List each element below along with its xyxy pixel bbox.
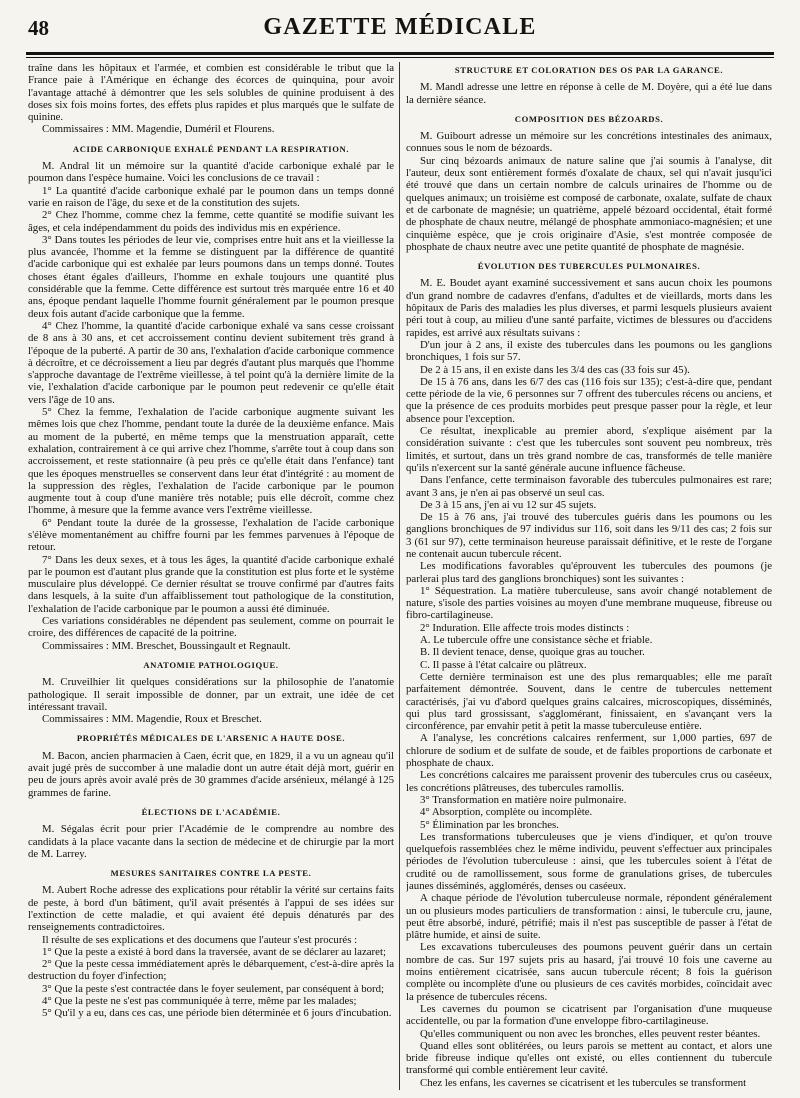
page-number: 48	[28, 16, 49, 40]
paragraph: A. Le tubercule offre une consistance sèche et friable.	[420, 634, 653, 647]
section-heading: PROPRIÉTÉS MÉDICALES DE L'ARSENIC A HAUTE DOSE.	[76, 733, 346, 744]
section-heading: STRUCTURE ET COLORATION DES OS PAR LA GARANCE.	[454, 65, 724, 75]
paragraph: Chez les enfans, les cavernes se cicatrisent et les tubercules se transforment	[420, 1076, 747, 1089]
paragraph: B. Il devient tenace, dense, quoique gras au toucher.	[420, 646, 645, 659]
section-heading: ÉVOLUTION DES TUBERCULES PULMONAIRES.	[477, 261, 701, 272]
paragraph: Les concrétions calcaires me paraissent provenir des tubercules crus ou caséeux, les concrétions plâtreuses, des tubercules ramollis.	[406, 769, 772, 794]
paragraph: Les modifications favorables qu'éprouvent les tubercules des poumons (je parlerai plus tard des ganglions bronchiques) sont les suivantes :	[406, 560, 772, 585]
paragraph: De 2 à 15 ans, il en existe dans les 3/4 des cas (33 fois sur 45).	[420, 363, 690, 376]
paragraph: M. Andral lit un mémoire sur la quantité d'acide carbonique exhalé par le poumon dans l'espèce humaine. Voici les conclusions de ce travail :	[28, 160, 394, 185]
paragraph: 3° Que la peste s'est contractée dans le foyer seulement, par conséquent à bord;	[42, 982, 385, 995]
paragraph: De 15 à 76 ans, j'ai trouvé des tubercules guéris dans les poumons ou les ganglions bronchiques de 97 individus sur 116, soit dans les 9/11 des cas; 2 fois sur 3 (61 sur 97), cette terminaison heureuse paraissait définitive, et le reste de l'organe ne contenait aucun tubercule récent.	[406, 511, 772, 560]
page-header	[26, 10, 774, 50]
paragraph: De 15 à 76 ans, dans les 6/7 des cas (116 fois sur 135); c'est-à-dire que, pendant cette période de la vie, 6 personnes sur 7 offrent des tubercules récens ou anciens, et que la présence de ces produits morbides peut presque passer pour la règle, et leur absence pour l'exception.	[406, 375, 772, 425]
paragraph: traîne dans les hôpitaux et l'armée, et combien est considérable le tribut que la France paie à l'Amérique en échange des écorces de quinquina, pour avoir l'avantage attaché à démontrer que les sels solubles de quinine produisent à des doses six fois moins fortes, des effets plus rapides et plus marqués que le sulfate de quinine.	[28, 62, 394, 124]
paragraph: Les cavernes du poumon se cicatrisent par l'organisation d'une muqueuse accidentelle, ou par la formation d'une enveloppe fibro-cartilagineuse.	[406, 1002, 772, 1028]
section-heading: MESURES SANITAIRES CONTRE LA PESTE.	[110, 868, 312, 879]
paragraph: 2° Induration. Elle affecte trois modes distincts :	[420, 621, 630, 634]
paragraph: 4° Que la peste ne s'est pas communiquée à terre, même par les malades;	[42, 995, 357, 1008]
paragraph: A chaque période de l'évolution tuberculeuse normale, répondent généralement un ou plusieurs modes particuliers de transformation : ainsi, le tubercule cru, jaune, peut être absorbé, induré, pétrifié; mais il n'est pas susceptible de passer à l'état de plâtre humide, et ainsi de suite.	[406, 892, 772, 942]
left-column	[28, 62, 394, 1090]
paragraph: 7° Dans les deux sexes, et à tous les âges, la quantité d'acide carbonique exhalé par le poumon est d'autant plus grande que la constitution est plus forte et le système musculaire plus développé. Ce dernier résultat se trouve confirmé par d'autres faits dans lesquels, à la suite d'un affaiblissement tout pathologique de la constitution, l'exhalation de l'acide carbonique par le poumon a aussi été diminuée.	[28, 553, 394, 615]
paragraph: Commissaires : MM. Magendie, Roux et Breschet.	[42, 713, 262, 726]
paragraph: 5° Élimination par les bronches.	[420, 818, 559, 831]
paragraph: Sur cinq bézoards animaux de nature saline que j'ai soumis à l'analyse, dit l'auteur, deux sont entièrement formés d'oxalate de chaux, sel qui n'avait jusqu'ici été trouvé que dans un certain nombre de calculs urinaires de l'homme ou de quelques animaux; un troisième est composé de carbonate, oxalate, sulfate de chaux et de carbonate de magnésie; un quatrième, appelé bézoard occidental, était formé de phosphate de chaux neutre, mélangé de phosphate ammoniaco-magnésien; et une cinquième espèce, que je crois originaire d'Asie, s'est montrée composée de phosphate de chaux neutre avec une petite quantité de phosphate de magnésie.	[406, 154, 772, 253]
paragraph: Cette dernière terminaison est une des plus remarquables; elle me paraît parfaitement démontrée. Souvent, dans le centre de tubercules nettement caractérisés, j'ai vu d'abord quelques grains calcaires, microscopiques, disséminés, qui plus tard grossissant, s'agglomérant, finissaient, en s'avançant vers la circonférence, par envahir petit à petit la masse tuberculeuse entière.	[406, 670, 772, 733]
paragraph: 5° Chez la femme, l'exhalation de l'acide carbonique augmente suivant les mêmes lois que chez l'homme, pendant toute la durée de la deuxième enfance. Mais au moment de la puberté, en même temps que la menstruation apparaît, cette exhalation, contrairement à ce qui arrive chez l'homme, s'arrête tout à coup dans son accroissement, et reste stationnaire (à peu près ce qu'elle était dans l'enfance) tant que les époques menstruelles se conservent dans leur état d'intégrité : au moment de la suppression des règles, l'exhalation de l'acide carbonique par le poumon augmente tout à coup d'une manière très notable; puis elle décroît, comme chez l'homme, à mesure que la femme avance vers l'extrême vieillesse.	[28, 406, 394, 517]
paragraph: Il résulte de ses explications et des documens que l'auteur s'est procurés :	[42, 933, 358, 946]
paragraph: 4° Absorption, complète ou incomplète.	[420, 806, 593, 819]
paragraph: Qu'elles communiquent ou non avec les bronches, elles peuvent rester béantes.	[420, 1027, 761, 1040]
paragraph: M. Mandl adresse une lettre en réponse à celle de M. Doyère, qui a été lue dans la dernière séance.	[406, 81, 772, 106]
paragraph: 1° Séquestration. La matière tuberculeuse, sans avoir changé notablement de nature, s'isole des parties voisines au moyen d'une membrane muqueuse, fibreuse ou fibro-cartilagineuse.	[406, 584, 772, 622]
paragraph: 2° Chez l'homme, comme chez la femme, cette quantité se modifie suivant les âges, et cela indépendamment du poids des individus mis en expérience.	[28, 209, 394, 234]
paragraph: Quand elles sont oblitérées, ou leurs parois se mettent au contact, et alors une bride fibreuse indique qu'elles ont existé, ou elles contiennent du tubercule transformé qui comble entièrement leur cavité.	[406, 1039, 772, 1077]
paragraph: 1° La quantité d'acide carbonique exhalé par le poumon dans un temps donné varie en raison de l'âge, du sexe et de la constitution des sujets.	[28, 184, 394, 209]
paragraph: M. Ségalas écrit pour prier l'Académie de le comprendre au nombre des candidats à la place vacante dans la section de médecine et de chirurgie par la mort de M. Larrey.	[28, 823, 394, 860]
paragraph: 5° Qu'il y a eu, dans ces cas, une période bien déterminée et 6 jours d'incubation.	[42, 1007, 392, 1020]
header-rule-thick	[26, 52, 774, 55]
section-heading: ANATOMIE PATHOLOGIQUE.	[143, 659, 279, 670]
paragraph: 4° Chez l'homme, la quantité d'acide carbonique exhalé va sans cesse croissant de 8 ans à 30 ans, et cet accroissement continu devient subitement très grand à l'époque de la puberté. A partir de 30 ans, l'exhalation d'acide carbonique commence à décroître, et ce décroissement a lieu par degrés d'autant plus marqués que l'homme s'approche davantage de l'extrême vieillesse, à tel point qu'à la dernière limite de la vie, l'exhalation d'acide carbonique par le poumon peut redevenir ce qu'elle était vers l'âge de 10 ans.	[28, 319, 394, 406]
right-column	[406, 62, 772, 1090]
paragraph: 6° Pendant toute la durée de la grossesse, l'exhalation de l'acide carbonique s'élève momentanément au chiffre fourni par les femmes parvenues à l'époque de retour.	[28, 516, 394, 554]
column-divider	[399, 62, 400, 1090]
header-rule-thin	[26, 57, 774, 58]
paragraph: Commissaires : MM. Magendie, Duméril et Flourens.	[42, 123, 275, 136]
paragraph: M. Cruveilhier lit quelques considérations sur la philosophie de l'anatomie pathologique. Il serait impossible de donner, par un extrait, une idée de cet intéressant travail.	[28, 676, 394, 713]
paragraph: D'un jour à 2 ans, il existe des tubercules dans les poumons ou les ganglions bronchiques, 1 fois sur 57.	[406, 338, 772, 364]
paragraph: 3° Transformation en matière noire pulmonaire.	[420, 793, 627, 806]
paragraph: M. E. Boudet ayant examiné successivement et sans aucun choix les poumons d'un grand nombre de cadavres d'enfans, d'adultes et de vieillards, morts dans les hôpitaux de Paris des maladies les plus diverses, et parmi lesquels plusieurs avaient péri tout à coup, au milieu d'une santé parfaite, victimes de blessures ou d'accidens rapides, est arrivé aux résultats suivans :	[406, 277, 772, 339]
paragraph: Commissaires : MM. Breschet, Boussingault et Regnault.	[42, 639, 291, 652]
paragraph: M. Guibourt adresse un mémoire sur les concrétions intestinales des animaux, connues sous le nom de bézoards.	[406, 130, 772, 155]
paragraph: A l'analyse, les concrétions calcaires renferment, sur 1,000 parties, 697 de chlorure de sodium et de sulfate de soude, et de faibles proportions de carbonate et phosphate de chaux.	[406, 732, 772, 770]
journal-title: GAZETTE MÉDICALE	[263, 14, 537, 40]
paragraph: Dans l'enfance, cette terminaison favorable des tubercules pulmonaires est rare; avant 3 ans, je n'en ai pas observé un seul cas.	[406, 474, 772, 499]
paragraph: C. Il passe à l'état calcaire ou plâtreux.	[420, 658, 587, 671]
section-heading: ÉLECTIONS DE L'ACADÉMIE.	[141, 806, 281, 817]
paragraph: 3° Dans toutes les périodes de leur vie, comprises entre huit ans et la vieillesse la plus avancée, l'homme et la femme se distinguent par la différence de quantité d'acide carbonique qui est exhalée par leurs poumons dans un temps donné. Toutes choses étant égales d'ailleurs, l'homme en exhale toujours une quantité plus considérable que la femme. Cette différence est surtout très marquée entre 16 et 40 ans, époque pendant laquelle l'homme fournit généralement par le poumon presque deux fois autant d'acide carbonique que la femme.	[28, 233, 394, 320]
paragraph: De 3 à 15 ans, j'en ai vu 12 sur 45 sujets.	[420, 498, 597, 511]
paragraph: Les excavations tuberculeuses des poumons peuvent guérir dans un certain nombre de cas. Sur 197 sujets pris au hasard, j'ai trouvé 10 fois une caverne au moins entièrement cicatrisée, sans aucun tubercule récent; 8 fois la guérison complète ou incomplète d'une ou plusieurs de ces cavités morbides, coïncidait avec la présence de tubercules récens.	[406, 941, 772, 1003]
section-heading: ACIDE CARBONIQUE EXHALÉ PENDANT LA RESPIRATION.	[72, 143, 350, 154]
paragraph: 1° Que la peste a existé à bord dans la traversée, avant de se déclarer au lazaret;	[42, 945, 386, 958]
section-heading: COMPOSITION DES BÉZOARDS.	[514, 113, 664, 124]
paragraph: 2° Que la peste cessa immédiatement après le débarquement, c'est-à-dire après la destruction du foyer d'infection;	[28, 958, 394, 983]
paragraph: M. Aubert Roche adresse des explications pour rétablir la vérité sur certains faits de peste, à bord d'un bâtiment, qu'il avait présentés à l'appui de ses idées sur l'extinction de cette maladie, et qui avaient été depuis dénaturés par des renseignements contradictoires.	[28, 884, 394, 934]
paragraph: Les transformations tuberculeuses que je viens d'indiquer, et qu'on trouve quelquefois rassemblées chez le même individu, peuvent s'effectuer aux principales périodes de l'évolution tuberculeuse : ainsi, que les tubercules soient à l'état de crudité ou de ramollissement, sous forme de granulations grises, de tubercules jaunes disséminés, agglomérés, denses ou caséeux.	[406, 830, 772, 892]
paragraph: M. Bacon, ancien pharmacien à Caen, écrit que, en 1829, il a vu un agneau qu'il avait jugé près de succomber à une maladie dont un autre était déjà mort, guérir en peu de jours après avoir avalé près de 30 grammes d'acide arsénieux, mélangé à 125 grammes de farine.	[28, 749, 394, 799]
paragraph: Ces variations considérables ne dépendent pas seulement, comme on pourrait le croire, des différences de capacité de la poitrine.	[28, 615, 394, 640]
paragraph: Ce résultat, inexplicable au premier abord, s'explique aisément par la considération suivante : c'est que les tubercules sont souvent peu nombreux, très limités, et surtout, dans un très grand nombre de cas, transformés de telle manière qu'ils n'exercent sur la santé générale aucune influence fâcheuse.	[406, 425, 772, 474]
